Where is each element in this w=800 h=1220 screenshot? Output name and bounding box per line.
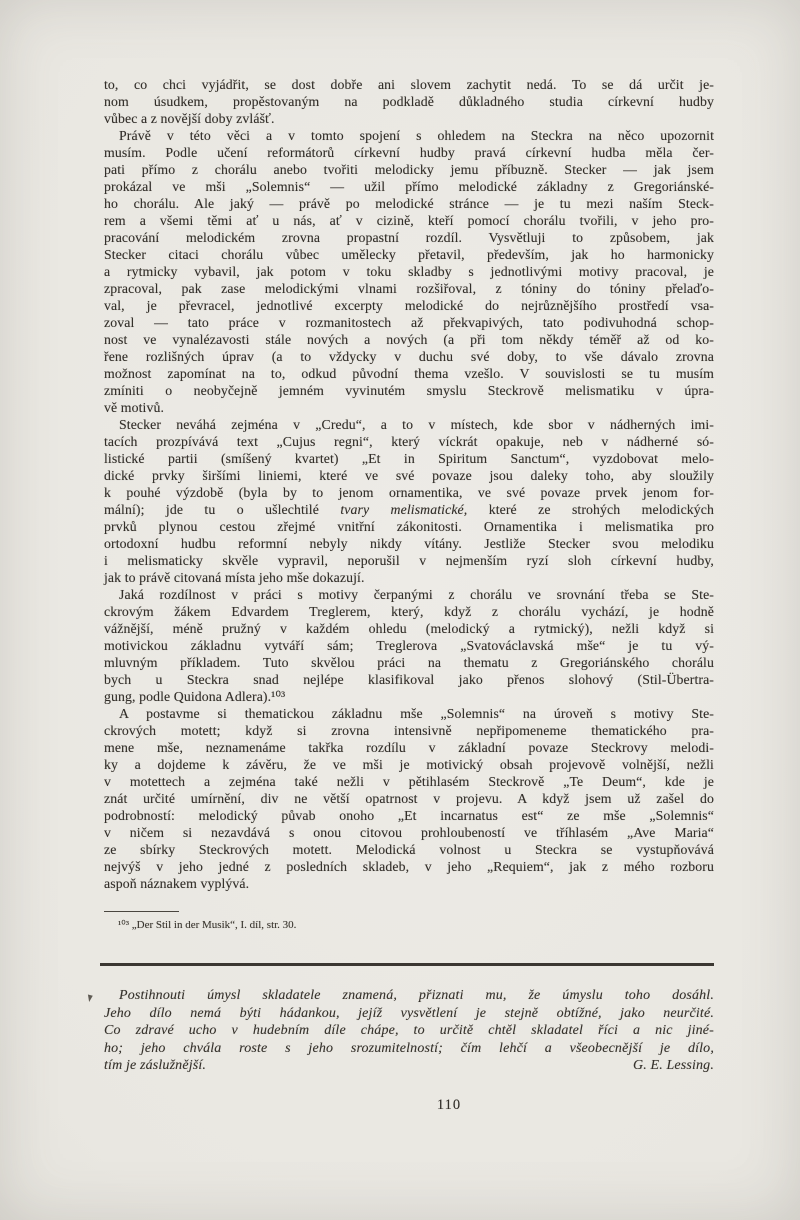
text-line: zpracoval, pak zase melodickými vlnami rozšiřoval, z tóniny do tóniny přelaďo- [104,281,714,296]
text-line: vě motivů. [104,400,165,415]
text-line: dické prvky širšími liniemi, které ve své povaze jsou daleky toho, aby sloužily [104,468,714,483]
margin-mark [86,994,93,1002]
text-line: nost ve vynalézavosti stále nových a nových (a při tom někdy téměř až od ko- [104,332,714,347]
text-line: Právě v této věci a v tomto spojení s ohledem na Steckra na něco upozornit [119,128,714,143]
text-line: pracování melodickém zrovna propastní rozdíl. Vysvětluji to způsobem, jak [104,230,714,245]
divider-rule [100,963,714,966]
quote-block [104,987,714,1075]
text-line: ho; jeho chvála roste s jeho srozumitelností; čím lehčí a všeobecnější je dílo, [104,1040,714,1056]
text-line: zoval — tato práce v rozmanitostech až překvapivých, tato podivuhodná schop- [104,315,714,330]
text-line: pati přímo z chorálu anebo tvořiti melodicky jemu příbuzně. Stecker — jak jsem [104,162,714,177]
text-line: rem a všemi těmi ať u nás, ať v cizině, kteří pomocí chorálu tvořili, v jeho pro- [104,213,714,228]
main-text [104,76,714,892]
text-line: ckrovým žákem Edvardem Treglerem, který, když z chorálu vychází, je hodně [104,604,714,619]
text-line: znát určité umírnění, div ne větší opatrnost v projevu. A když jsem už zašel do [104,791,714,806]
text-line: ckrových motett; když si zrovna intensivně nepřipomeneme thematického pra- [104,723,714,738]
text-line: Stecker citaci chorálu vůbec umělecky přetavil, především, jak ho harmonicky [104,247,714,262]
quote-last-line [104,1057,714,1075]
text-line: to, co chci vyjádřit, se dost dobře ani slovem zachytit nedá. To se dá určit je- [104,77,714,92]
text-line: musím. Podle učení reformátorů církevní hudby pravá církevní hudba měla čer- [104,145,714,160]
text-line: listické partii (smíšený kvartet) „Et in Spiritum Sanctum“, vyzdobovat melo- [104,451,714,466]
quote-last-text: tím je záslužnější. [104,1058,207,1074]
text-line: vůbec a z novější doby zvlášť. [104,111,275,126]
quote-attribution: G. E. Lessing. [632,1058,714,1074]
text-line: ho chorálu. Ale jaký — právě po melodické stránce — je tu mezi naším Steck- [104,196,714,211]
text-line: gung, podle Quidona Adlera).¹⁰³ [104,689,286,704]
text-line: vážnější, méně pružný v každém ohledu (melodický a rytmický), nežli když si [104,621,714,636]
footnote: ¹⁰³ „Der Stil in der Musik“, I. díl, str. 30. [118,919,297,931]
text-line: nom úsudkem, propěstovaným na podkladě důkladného studia církevní hudby [104,94,714,109]
text-line: možnost zapomínat na to, odkud původní thema vzešlo. V souvislosti se tu musím [104,366,714,381]
text-line: aspoň náznakem vyplývá. [104,876,250,891]
footnote-rule [104,911,179,912]
text-line: mene mše, neznamenáme takřka rozdílu v základní povaze Steckrovy melodi- [104,740,714,755]
text-line: Jaká rozdílnost v práci s motivy čerpanými z chorálu ve srovnání třeba se Ste- [119,587,714,602]
text-line: ortodoxní hudbu reformní nebyly nikdy vítány. Jestliže Stecker svou melodiku [104,536,714,551]
text-line: prokázal ve mši „Solemnis“ — užil přímo melodické základny z Gregoriánské- [104,179,714,194]
text-segment: které ze strohých melodických [467,502,715,517]
text-line: Postihnouti úmysl skladatele znamená, přiznati mu, že úmyslu toho dosáhl. [119,988,714,1003]
text-line: jak to právě citovaná místa jeho mše dokazují. [104,570,365,585]
text-line: ky a dojdeme k závěru, že ve mši je motivický obsah projevově volnější, nežli [104,757,714,772]
text-segment: mální); jde tu o ušlechtilé [104,502,341,517]
emphasis-italic: tvary melismatické, [340,502,468,517]
text-line [104,501,714,518]
text-line: nejvýš v jeho jedné z posledních skladeb, v jeho „Requiem“, jak z mého rozboru [104,859,714,874]
quote-lines [104,987,714,1057]
text-line: k pouhé výzdobě (byla by to jenom ornamentika, ve své povaze prvek jenom for- [104,485,714,500]
text-line: motivickou základnu vytváří sám; Treglerova „Svatováclavská mše“ je tu vý- [104,638,714,653]
text-line: bych u Steckra snad nejlépe klasifikoval jako přenos slohový (Stil-Übertra- [104,672,714,687]
text-line: řene rozlišných úprav (a to vždycky v duchu své doby, to vše dávalo zrovna [104,349,714,364]
text-line: zmíniti o neobyčejně jemném vyvinutém smyslu Steckrově melismatiku v úpra- [104,383,714,398]
text-line: a rytmicky vybavil, jak potom v toku skladby s jednotlivými motivy pracoval, je [104,264,714,279]
text-line: Co zdravé ucho v hudebním díle chápe, to určitě chtěl skladatel říci a nic jiné- [104,1023,714,1039]
text-line: Jeho dílo nemá býti hádankou, jejíž vysvětlení je stejně obtížné, jako neurčité. [104,1005,714,1021]
text-line: val, je převracel, jednotlivé excerpty melodické do nejrůznějšího prostředí vsa- [104,298,714,313]
text-line: tacích prozpívává text „Cujus regni“, který víckrát opakuje, neb v nádherné só- [104,434,714,449]
text-line: prvků plynou cestou zřejmé vnitřní zákonitosti. Ornamentika i melismatika pro [104,519,714,534]
page-number: 110 [436,1097,462,1113]
text-line: A postavme si thematickou základnu mše „Solemnis“ na úroveň s motivy Ste- [119,706,714,721]
text-line: ze sbírky Steckrových motett. Melodická volnost u Steckra se vystupňovává [104,842,714,857]
text-line: v ničem si nezavdává s onou citovou prohloubeností ve tříhlasém „Ave Maria“ [104,825,714,840]
text-line: mluvným příkladem. Tuto skvělou práci na thematu z Gregoriánského chorálu [104,655,714,670]
text-line: i melismaticky skvěle vypravil, neporušil v nejmenším ryzí sloh církevní hudby, [104,553,714,568]
text-line: v motettech a zejména také nežli v pětihlasém Steckrově „Te Deum“, kde je [104,774,714,789]
text-line: Stecker neváhá zejména v „Credu“, a to v místech, kde sbor v nádherných imi- [119,417,714,432]
text-line: podrobností: melodický půvab onoho „Et incarnatus est“ ze mše „Solemnis“ [104,808,714,823]
